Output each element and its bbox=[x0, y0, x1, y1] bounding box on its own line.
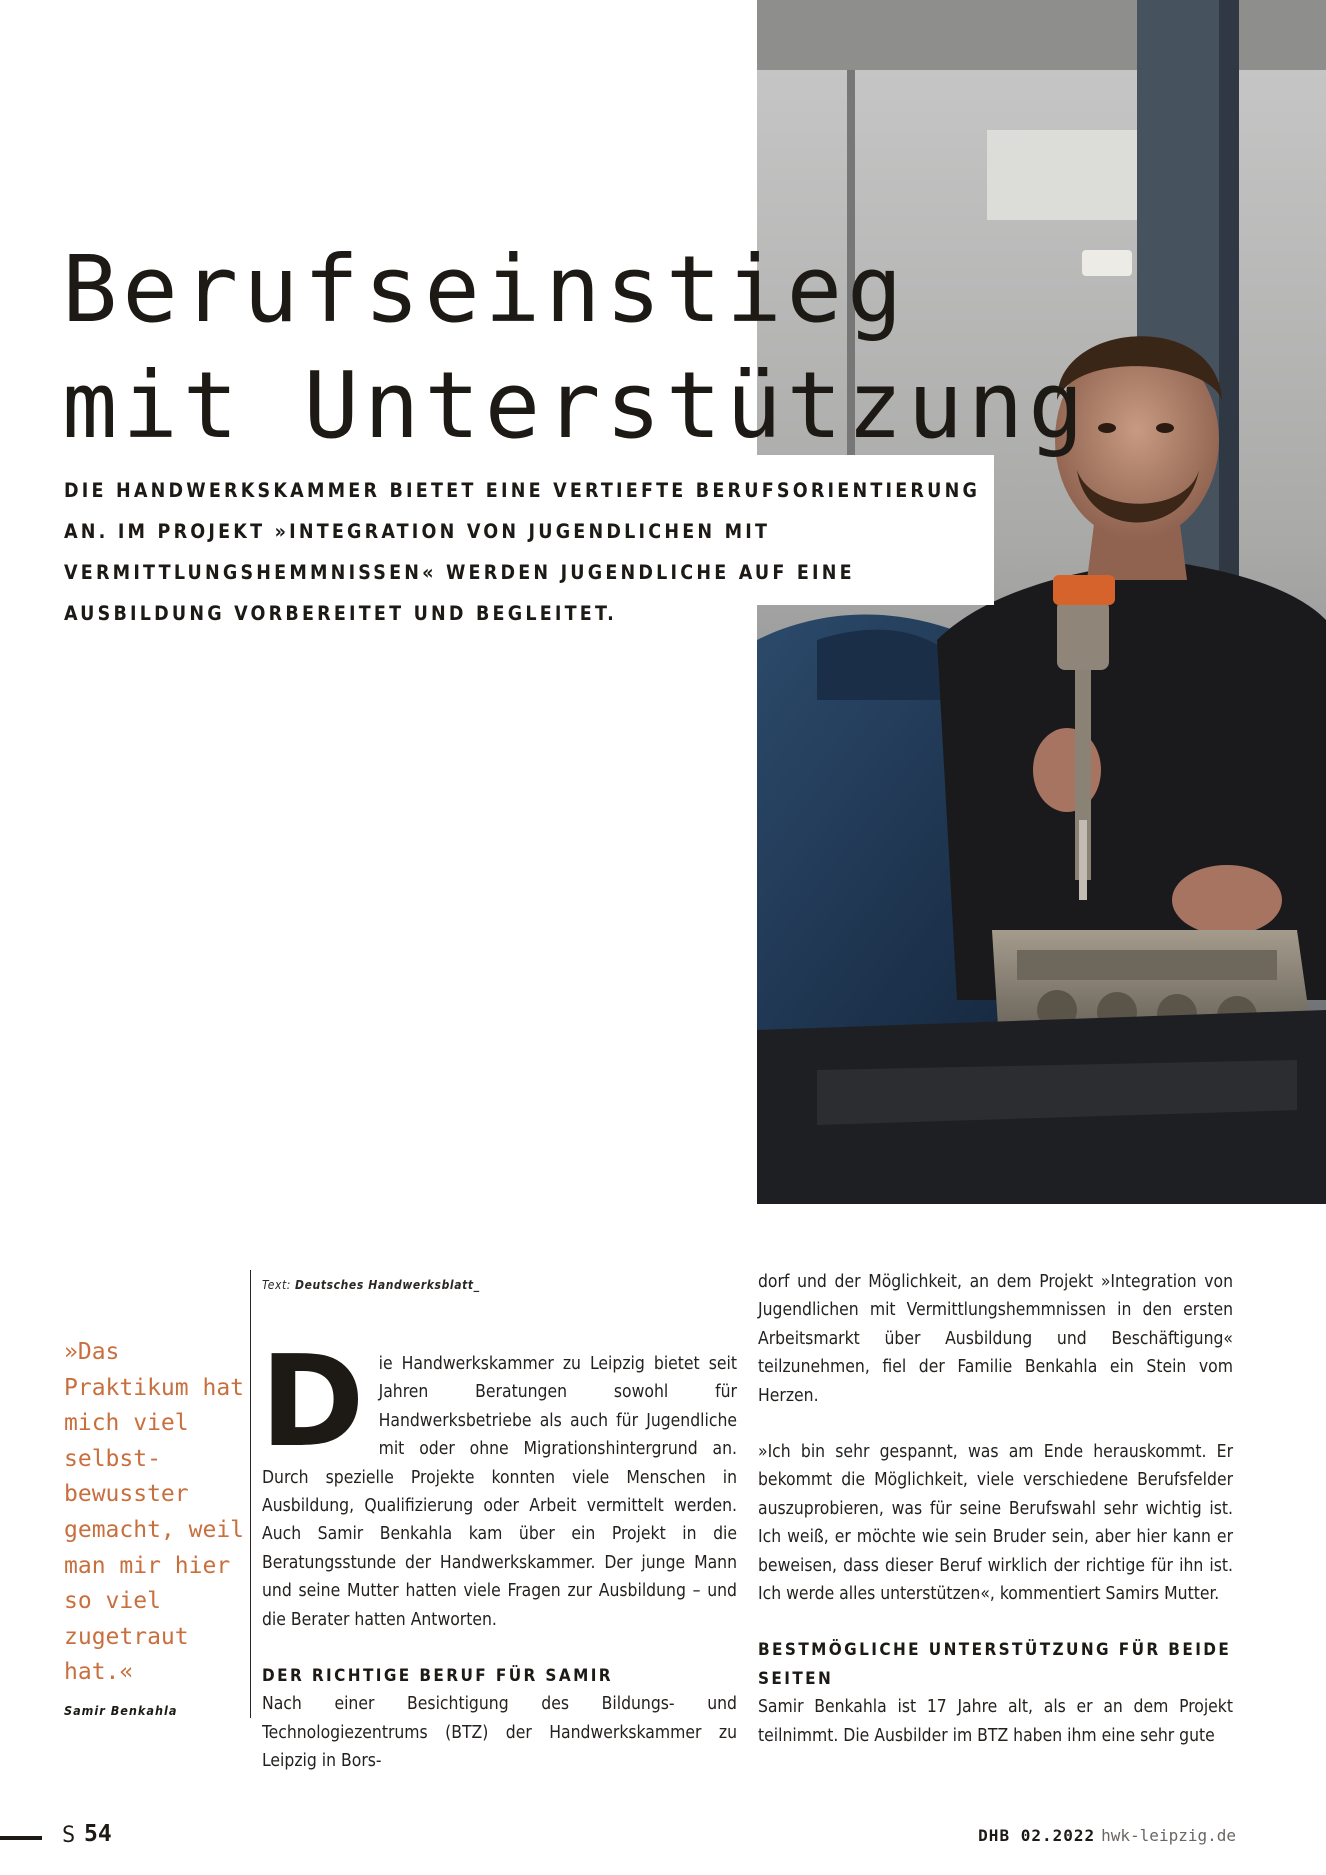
body-column-2 bbox=[758, 1268, 1233, 1750]
body-column-1 bbox=[260, 1328, 737, 1776]
body-paragraph-3: dorf und der Möglichkeit, an dem Projekt »Integration von Jugendlichen mit Vermittlungshemmnissen in den ersten Arbeitsmarkt über Ausbildung und Beschäftigung« teilzunehmen, fiel der Familie Benkahla ein Stein vom Herzen. bbox=[758, 1272, 1233, 1406]
body-paragraph-1: ie Handwerkskammer zu Leipzig bietet seit Jahren Beratungen sowohl für Handwerksbetriebe als auch für Jugendliche mit oder ohne Migrationshintergrund an. Durch spezielle Projekte konnten viele Menschen in Ausbildung, Qualifizierung oder Arbeit vermittelt werden. Auch Samir Benkahla kam über ein Projekt in die Beratungsstunde der Handwerkskammer. Der junge Mann und seine Mutter hatten viele Fragen zur Ausbildung – und die Berater hatten Antworten. bbox=[262, 1354, 737, 1630]
footer-publication bbox=[978, 1826, 1236, 1845]
subheading-2: BESTMÖGLICHE UNTERSTÜTZUNG FÜR BEIDE SEITEN bbox=[758, 1640, 1232, 1689]
text-credit bbox=[262, 1278, 480, 1292]
pull-quote: »Das Praktikum hat mich viel selbstbewusster gemacht, weil man mir hier so viel zugetraut hat.« bbox=[64, 1339, 245, 1686]
drop-cap: D bbox=[260, 1328, 365, 1475]
page-number: 54 bbox=[84, 1821, 112, 1847]
title-line-1: Berufseinstieg bbox=[62, 236, 908, 343]
pull-quote-author: Samir Benkahla bbox=[64, 1703, 178, 1718]
body-paragraph-4: »Ich bin sehr gespannt, was am Ende herauskommt. Er bekommt die Möglichkeit, viele verschiedene Berufsfelder auszuprobieren, was für seine Berufswahl sehr wichtig ist. Ich weiß, er möchte wie sein Bruder sein, aber hier kann er beweisen, dass dieser Beruf wirklich der richtige für ihn ist. Ich werde alles unterstützen«, kommentiert Samirs Mutter. bbox=[758, 1442, 1233, 1605]
subheading-1: DER RICHTIGE BERUF FÜR SAMIR bbox=[262, 1666, 613, 1687]
footer-url[interactable]: hwk-leipzig.de bbox=[1101, 1826, 1236, 1845]
article-title bbox=[62, 232, 1122, 464]
footer-issue: DHB 02.2022 bbox=[978, 1826, 1096, 1845]
credit-label: Text: bbox=[262, 1278, 292, 1292]
column-divider bbox=[250, 1270, 251, 1718]
article-intro: DIE HANDWERKSKAMMER BIETET EINE VERTIEFTE BERUFSORIENTIERUNG AN. IM PROJEKT »INTEGRATION VON JUGENDLICHEN MIT VERMITTLUNGSHEMMNISSEN« WERDEN JUGENDLICHE AUF EINE AUSBILDUNG VORBEREITET UND BEGLEITET. bbox=[64, 479, 981, 625]
body-paragraph-2: Nach einer Besichtigung des Bildungs- und Technologiezentrums (BTZ) der Handwerkskammer zu Leipzig in Bors- bbox=[262, 1694, 737, 1772]
credit-author: Deutsches Handwerksblatt_ bbox=[295, 1278, 480, 1292]
page-prefix: S bbox=[62, 1823, 76, 1848]
body-paragraph-5: Samir Benkahla ist 17 Jahre alt, als er an dem Projekt teilnimmt. Die Ausbilder im BTZ haben ihm eine sehr gute bbox=[758, 1697, 1233, 1746]
footer-rule bbox=[0, 1836, 42, 1840]
title-line-2: mit Unterstützung bbox=[62, 352, 1089, 459]
